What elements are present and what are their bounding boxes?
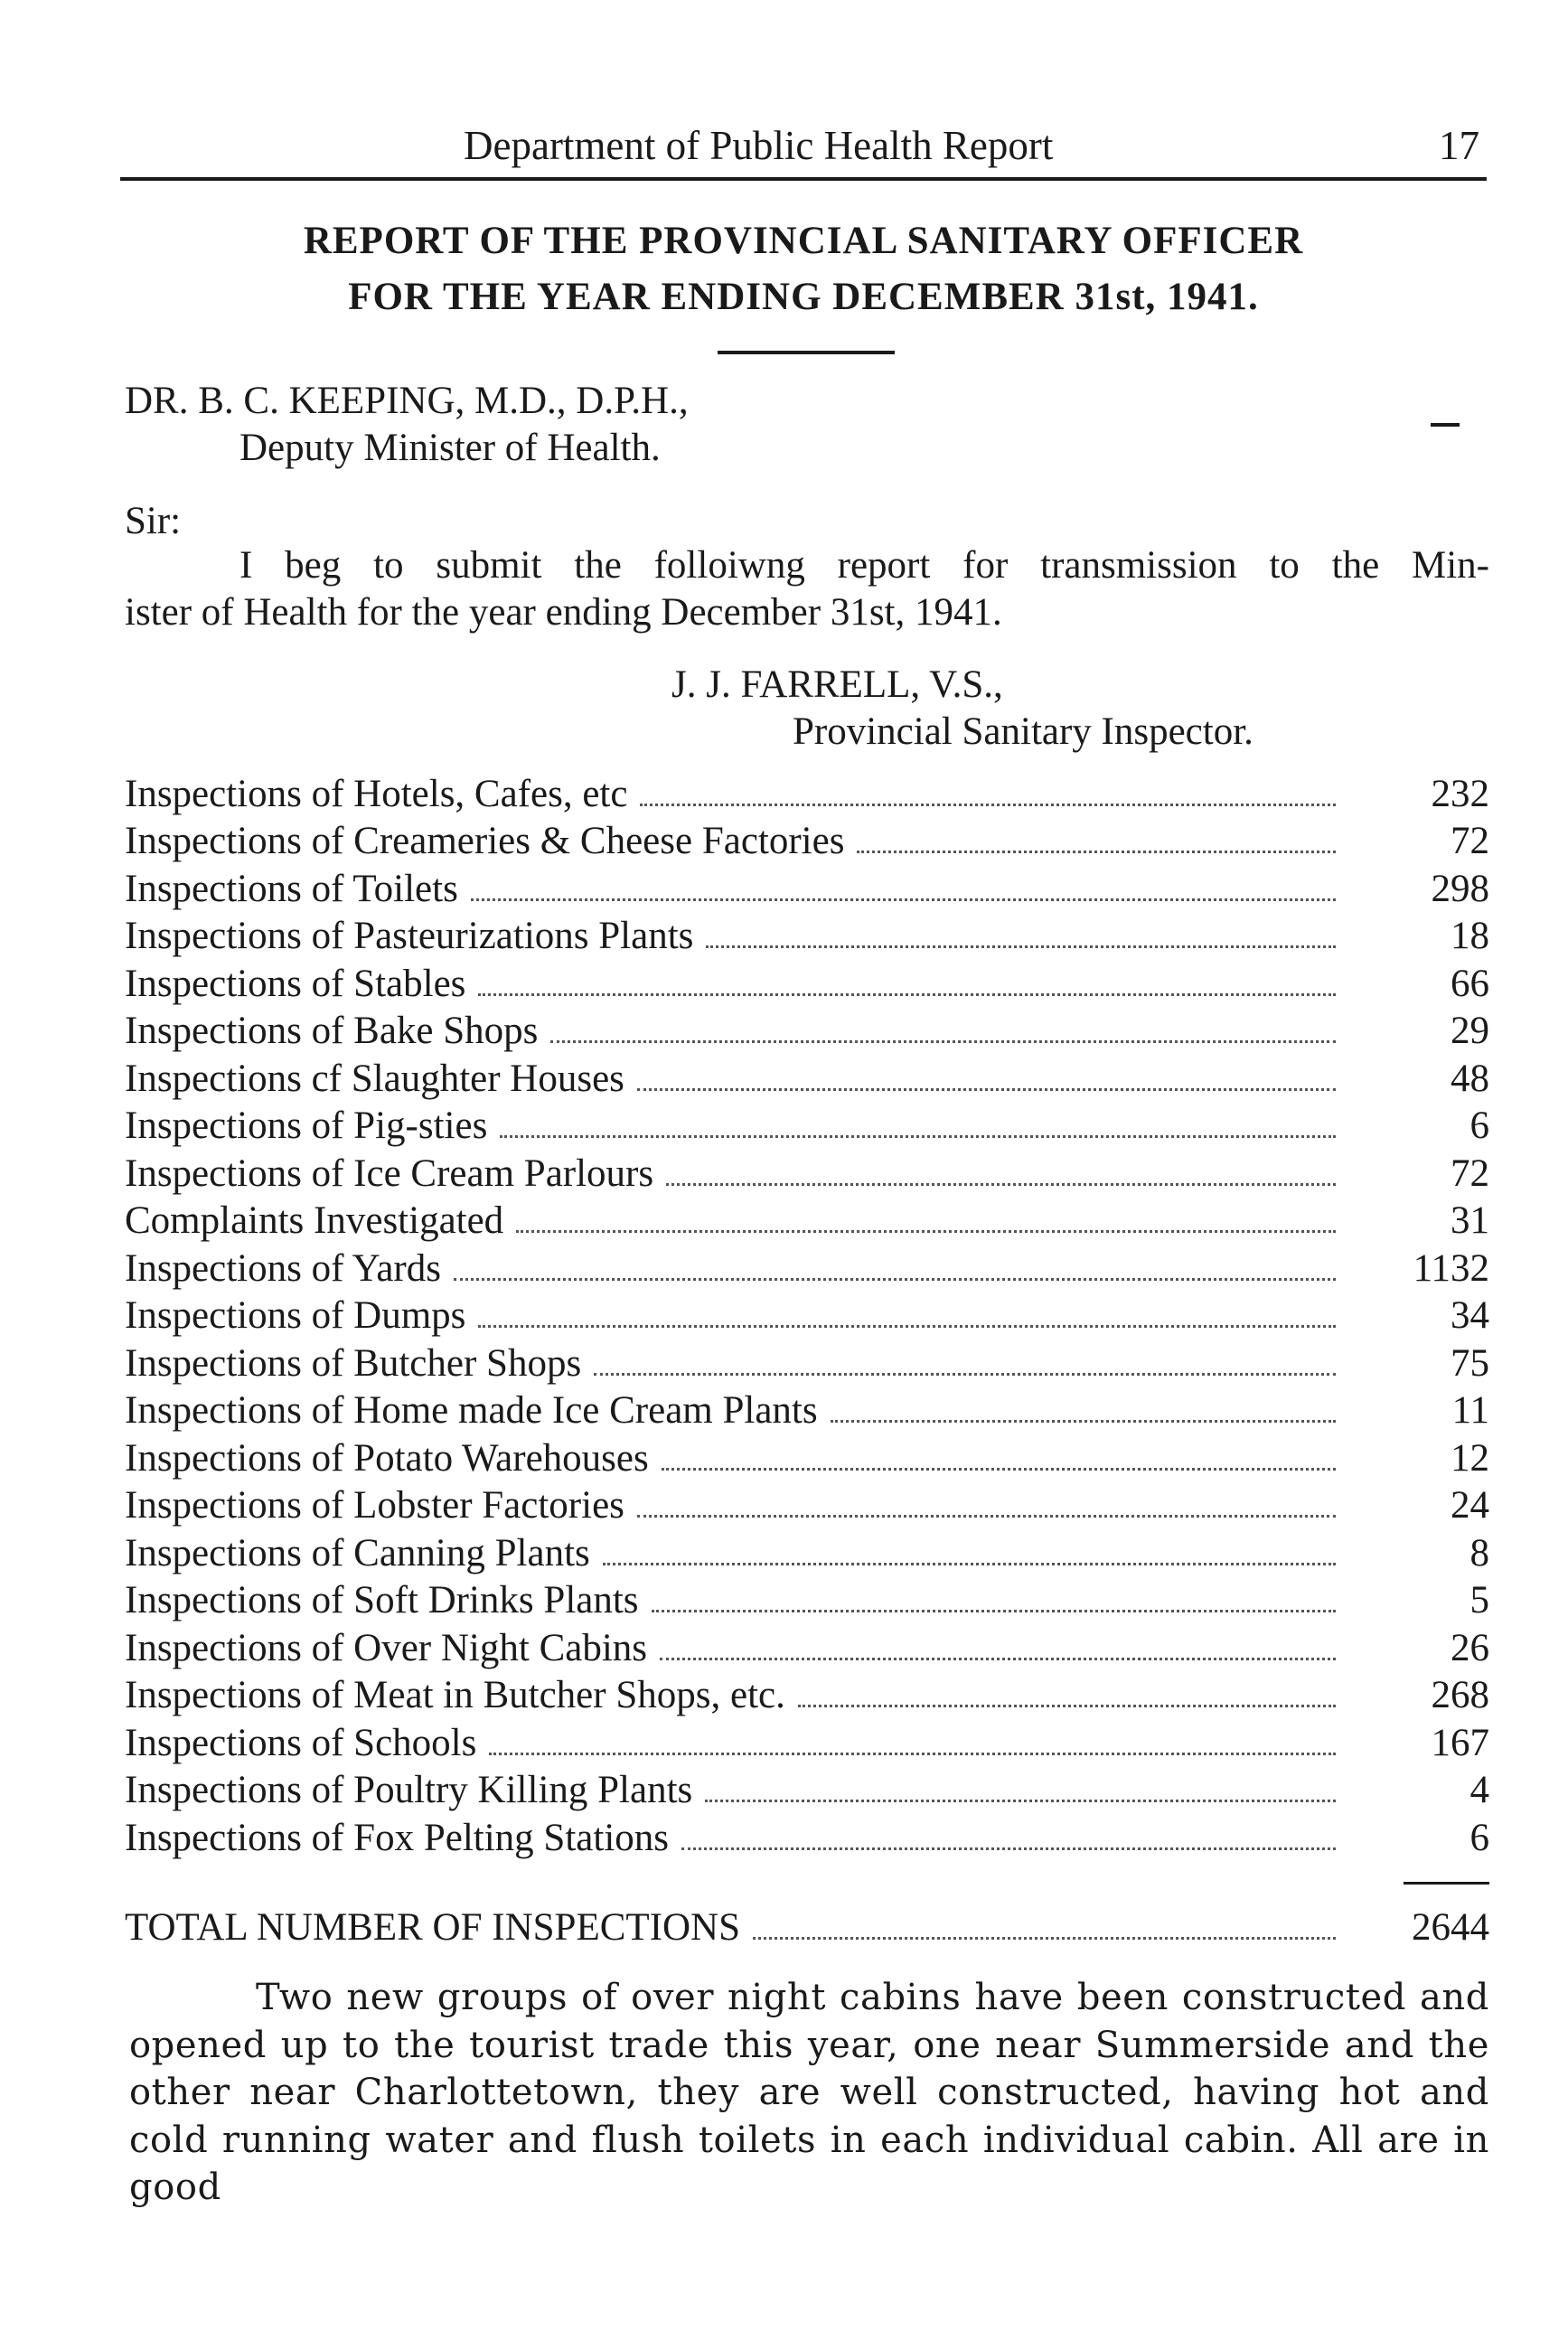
running-header [120,121,1487,181]
inspection-label: Inspections of Lobster Factories [125,1484,624,1527]
closing-paragraph: Two new groups of over night cabins have been constructed and opened up to the tourist trade this year, one near Summerside and the other near Charlottetown, they are well constructed, having hot and cold running water and flush toilets in each individual cabin. All are in good [129,1977,1489,2208]
inspection-row [125,1529,1489,1577]
inspection-label: Inspections of Pig-sties [125,1104,488,1147]
inspection-count: 167 [1431,1721,1489,1764]
leader-dots [478,1325,1336,1328]
inspection-label: Inspections cf Slaughter Houses [125,1057,624,1100]
inspection-label: Inspections of Ice Cream Parlours [125,1152,654,1195]
page-number: 17 [1439,123,1479,168]
recipient-title: Deputy Minister of Health. [239,427,661,469]
inspection-label: Inspections of Pasteurizations Plants [125,915,694,957]
leader-dots [478,993,1336,996]
leader-dots [652,1610,1336,1612]
inspection-count: 6 [1469,1104,1489,1147]
inspection-row [125,1292,1489,1340]
inspection-row [125,1245,1489,1292]
inspection-label: Inspections of Fox Pelting Stations [125,1816,669,1859]
inspection-count: 8 [1469,1531,1489,1574]
inspection-label: Inspections of Home made Ice Cream Plants [125,1389,818,1432]
running-title: Department of Public Health Report [464,123,1054,168]
inspection-count: 5 [1469,1579,1489,1622]
inspection-label: Inspections of Toilets [125,867,458,910]
inspection-count: 268 [1431,1674,1489,1716]
inspection-label: Inspections of Butcher Shops [125,1341,582,1385]
inspection-count: 4 [1469,1769,1489,1811]
leader-dots [662,1468,1336,1471]
leader-dots [831,1420,1336,1423]
inspection-row [125,1198,1489,1246]
leader-dots [660,1658,1336,1660]
inspection-count: 72 [1451,1152,1489,1195]
leader-dots [516,1230,1336,1233]
inspection-label: Inspections of Dumps [125,1294,466,1337]
inspection-label: Inspections of Over Night Cabins [125,1626,648,1669]
inspection-row [125,1340,1489,1387]
total-row [125,1904,1489,1951]
inspection-label: Inspections of Stables [125,962,466,1005]
inspection-row [125,1055,1489,1103]
inspection-row [125,1624,1489,1672]
inspection-label: Inspections of Schools [125,1721,477,1764]
inspection-label: Inspections of Meat in Butcher Shops, etc. [125,1674,785,1716]
inspection-row [125,1150,1489,1198]
greeting: Sir: [125,500,182,542]
leader-dots [471,898,1336,901]
inspection-row [125,960,1489,1008]
leader-dots [594,1373,1336,1376]
leader-dots [753,1937,1336,1940]
inspection-count: 66 [1451,962,1489,1005]
leader-dots [637,1088,1336,1091]
inspection-count: 298 [1431,867,1489,910]
leader-dots [454,1278,1336,1281]
signature-title: Provincial Sanitary Inspector. [793,710,1253,753]
inspection-label: Inspections of Bake Shops [125,1010,539,1052]
inspection-label: Complaints Investigated [125,1199,504,1242]
leader-dots [798,1705,1336,1707]
inspection-count: 12 [1451,1436,1489,1480]
inspection-count: 1132 [1413,1246,1489,1290]
inspection-label: Inspections of Poultry Killing Plants [125,1769,693,1811]
leader-dots [666,1183,1336,1186]
inspection-label: Inspections of Potato Warehouses [125,1436,649,1480]
total-value: 2644 [1412,1905,1489,1949]
inspection-count: 11 [1451,1389,1489,1432]
leader-dots [489,1753,1336,1755]
inspection-count: 26 [1451,1626,1489,1669]
inspection-label: Inspections of Creameries & Cheese Factories [125,820,845,862]
margin-dash [1431,423,1460,427]
report-title-line-2: FOR THE YEAR ENDING DECEMBER 31st, 1941. [348,276,1259,318]
leader-dots [550,1040,1336,1043]
inspection-count: 29 [1451,1010,1489,1052]
inspection-count: 31 [1451,1199,1489,1242]
intro-line-1: I beg to submit the folloiwng report for transmission to the Min- [239,544,1489,587]
inspection-count: 6 [1469,1816,1489,1859]
total-rule [1404,1882,1489,1885]
inspection-count: 75 [1451,1341,1489,1385]
inspection-row [125,913,1489,961]
inspection-count: 232 [1431,772,1489,815]
inspection-row [125,1482,1489,1530]
leader-dots [603,1563,1336,1565]
inspection-row [125,1103,1489,1151]
title-divider [718,351,895,354]
inspection-row [125,1387,1489,1435]
intro-line-2: ister of Health for the year ending December 31st, 1941. [125,591,1002,634]
inspection-label: Inspections of Soft Drinks Plants [125,1579,639,1622]
total-label: TOTAL NUMBER OF INSPECTIONS [125,1905,741,1949]
inspection-count: 72 [1451,820,1489,862]
inspection-row [125,1434,1489,1482]
inspection-row [125,1577,1489,1625]
inspection-count: 34 [1451,1294,1489,1337]
leader-dots [640,804,1336,806]
inspection-row [125,1814,1489,1862]
leader-dots [705,1800,1336,1802]
signature-name: J. J. FARRELL, V.S., [671,663,1003,706]
inspection-label: Inspections of Canning Plants [125,1531,590,1574]
inspection-label: Inspections of Hotels, Cafes, etc [125,772,628,815]
inspection-row [125,1719,1489,1767]
inspection-count: 18 [1451,915,1489,957]
inspection-row [125,770,1489,818]
inspection-row [125,1767,1489,1815]
inspection-row [125,1672,1489,1720]
inspections-list [125,770,1489,1862]
inspection-row [125,818,1489,866]
inspection-row [125,865,1489,913]
inspection-count: 24 [1451,1484,1489,1527]
inspection-row [125,1008,1489,1056]
leader-dots [857,851,1336,853]
inspection-label: Inspections of Yards [125,1246,441,1290]
report-title [120,213,1487,325]
report-title-line-1: REPORT OF THE PROVINCIAL SANITARY OFFICER [303,220,1304,262]
recipient-name: DR. B. C. KEEPING, M.D., D.P.H., [125,380,689,422]
leader-dots [706,945,1336,948]
leader-dots [500,1135,1336,1138]
inspection-count: 48 [1451,1057,1489,1100]
leader-dots [637,1515,1336,1518]
leader-dots [681,1847,1336,1850]
